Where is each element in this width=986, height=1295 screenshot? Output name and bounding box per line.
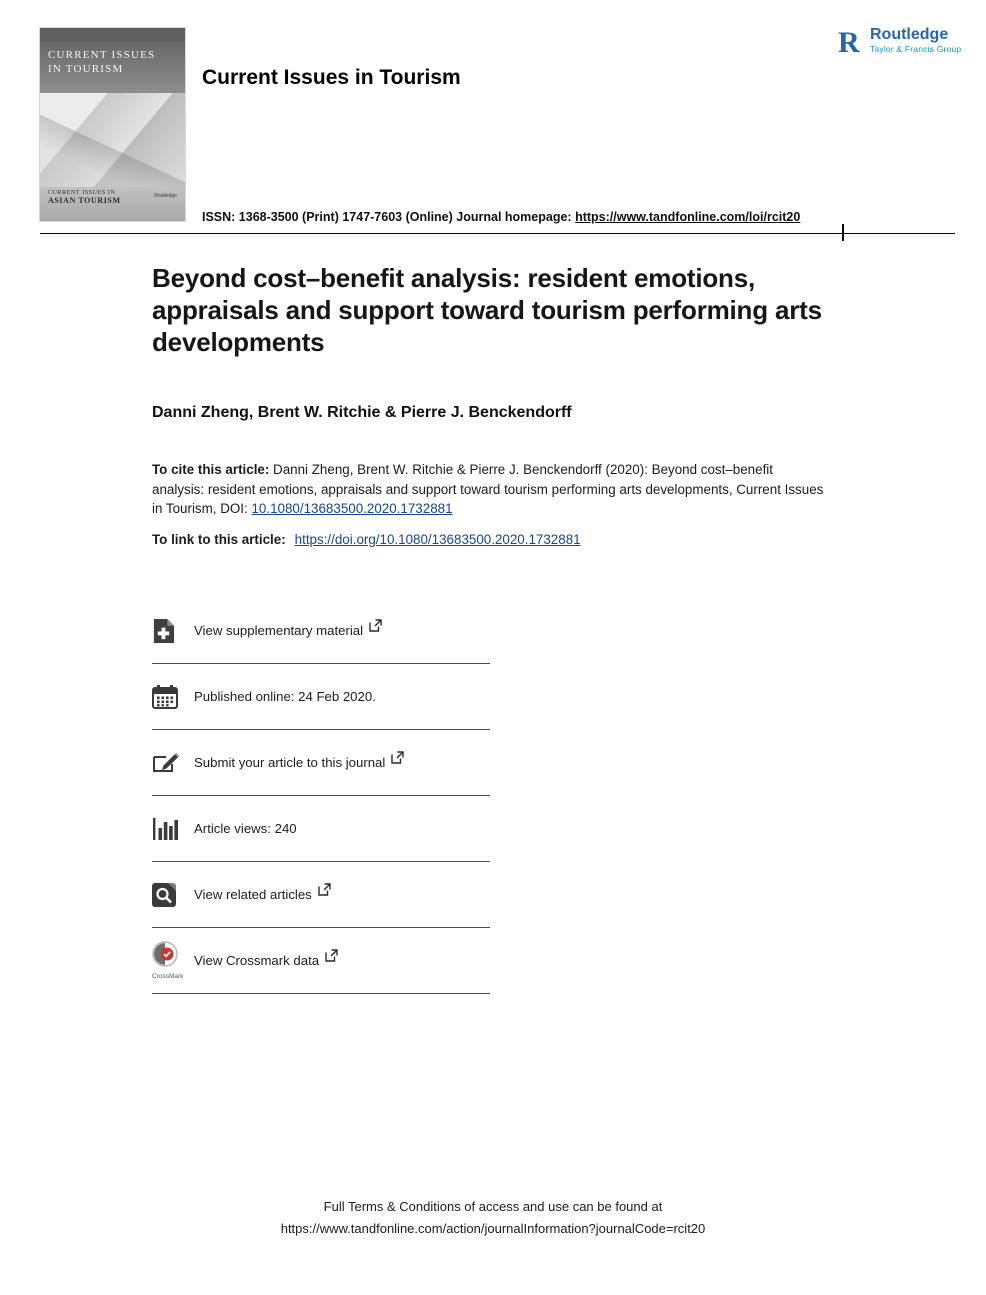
action-label: View related articles bbox=[194, 887, 312, 902]
taylor-francis-tagline: Taylor & Francis Group bbox=[870, 44, 962, 54]
routledge-logo bbox=[838, 26, 961, 63]
external-link-icon bbox=[369, 619, 382, 637]
submit-article-icon bbox=[152, 751, 194, 774]
journal-homepage-link[interactable]: https://www.tandfonline.com/loi/rcit20 bbox=[575, 210, 801, 224]
cover-footer-band bbox=[40, 187, 185, 221]
header-divider bbox=[40, 233, 955, 234]
cover-top-strip bbox=[40, 28, 185, 41]
supplementary-material-icon bbox=[152, 618, 194, 644]
action-label: View supplementary material bbox=[194, 623, 364, 638]
article-authors: Danni Zheng, Brent W. Ritchie & Pierre J. Benckendorff bbox=[152, 404, 572, 421]
header-divider-tick bbox=[842, 224, 844, 241]
journal-title: Current Issues in Tourism bbox=[202, 66, 461, 89]
routledge-r-icon bbox=[838, 26, 864, 63]
cover-masthead-line1: CURRENT ISSUES bbox=[48, 49, 156, 61]
terms-footer bbox=[0, 1196, 986, 1240]
link-line bbox=[152, 532, 581, 547]
issn-line bbox=[202, 210, 800, 224]
cite-text: Danni Zheng, Brent W. Ritchie & Pierre J. Benckendorff (2020): Beyond cost–benefit analysis: resident emotions, appraisals and support toward tourism performing arts developments, Current Issues in Tourism, DOI: bbox=[152, 462, 824, 516]
action-label: Article views: 240 bbox=[194, 821, 297, 836]
external-link-icon bbox=[325, 949, 338, 967]
crossmark-icon bbox=[152, 941, 178, 972]
routledge-logo-name: Routledge bbox=[870, 26, 949, 43]
action-published-online[interactable] bbox=[152, 664, 490, 730]
action-label: Published online: 24 Feb 2020. bbox=[194, 689, 376, 704]
action-article-views[interactable] bbox=[152, 796, 490, 862]
cover-routledge-mark: Routledge bbox=[154, 193, 177, 199]
action-label: Submit your article to this journal bbox=[194, 755, 386, 770]
svg-text:R: R bbox=[838, 26, 860, 58]
action-label: View Crossmark data bbox=[194, 953, 320, 968]
cover-masthead bbox=[40, 41, 185, 93]
action-submit-article[interactable] bbox=[152, 730, 490, 796]
terms-footer-line1: Full Terms & Conditions of access and use can be found at bbox=[323, 1199, 663, 1214]
cover-footer-line1: CURRENT ISSUES IN bbox=[48, 190, 116, 196]
journal-cover-image bbox=[40, 28, 185, 221]
action-view-related[interactable] bbox=[152, 862, 490, 928]
terms-footer-url[interactable]: https://www.tandfonline.com/action/journalInformation?journalCode=rcit20 bbox=[280, 1221, 706, 1236]
action-list bbox=[152, 598, 490, 994]
cover-footer-line2: ASIAN TOURISM bbox=[48, 196, 121, 205]
article-views-icon bbox=[152, 818, 194, 840]
doi-link[interactable]: https://doi.org/10.1080/13683500.2020.1732881 bbox=[294, 532, 581, 547]
crossmark-caption: CrossMark bbox=[152, 973, 184, 980]
calendar-icon bbox=[152, 685, 194, 709]
article-title: Beyond cost–benefit analysis: resident emotions, appraisals and support toward tourism performing arts developments bbox=[152, 263, 822, 357]
action-view-crossmark[interactable] bbox=[152, 928, 490, 994]
cite-label: To cite this article: bbox=[152, 462, 270, 477]
related-articles-icon bbox=[152, 883, 194, 907]
external-link-icon bbox=[391, 751, 404, 769]
external-link-icon bbox=[318, 883, 331, 901]
cite-doi-link[interactable]: 10.1080/13683500.2020.1732881 bbox=[251, 501, 453, 516]
cover-masthead-line2: IN TOURISM bbox=[48, 63, 124, 75]
link-label: To link to this article: bbox=[152, 532, 286, 547]
citation-paragraph bbox=[152, 460, 828, 519]
action-view-supplementary[interactable] bbox=[152, 598, 490, 664]
cover-abstract-art bbox=[40, 93, 185, 187]
issn-label: ISSN: 1368-3500 (Print) 1747-7603 (Online) Journal homepage: bbox=[202, 210, 572, 224]
